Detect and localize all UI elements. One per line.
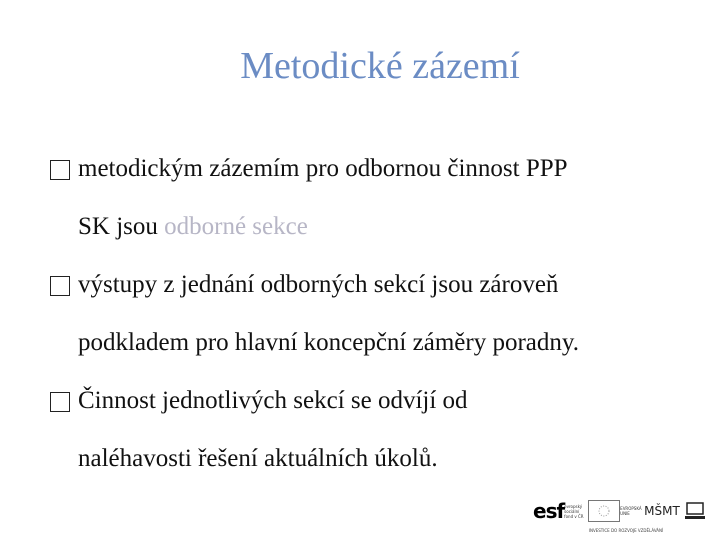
bullet-list — [50, 140, 700, 488]
bullet-line — [78, 198, 700, 256]
bullet-line: podkladem pro hlavní koncepční záměry poradny. — [78, 329, 579, 356]
op-vk-icon — [684, 496, 706, 526]
bullet-item — [50, 256, 700, 372]
bullet-line: metodickým zázemím pro odbornou činnost PPP — [78, 155, 568, 182]
bullet-line: výstupy z jednání odborných sekcí jsou zároveň — [78, 271, 559, 298]
bullet-text: SK jsou — [78, 213, 165, 240]
esf-logo — [533, 496, 584, 526]
msmt-logo-text: MŠMT — [644, 504, 680, 518]
bullet-line: Činnost jednotlivých sekcí se odvíjí od — [78, 387, 468, 414]
bullet-line: naléhavosti řešení aktuálních úkolů. — [78, 445, 438, 472]
esf-logo-caption: evropský sociální fond v ČR — [564, 503, 584, 519]
msmt-logo — [644, 496, 680, 526]
program-caption: INVESTICE DO ROZVOJE VZDĚLÁVÁNÍ — [588, 528, 664, 533]
bullet-item — [50, 372, 700, 488]
square-bullet-icon — [50, 392, 70, 412]
footer-logos — [533, 494, 713, 528]
eu-logo-caption: EVROPSKÁ UNIE — [620, 506, 642, 516]
square-bullet-icon — [50, 160, 70, 180]
highlighted-text: odborné sekce — [164, 213, 308, 240]
esf-logo-text: esf — [533, 499, 565, 523]
eu-stars-icon — [595, 504, 613, 518]
slide-title: Metodické zázemí — [240, 45, 520, 87]
bullet-item — [50, 140, 700, 256]
square-bullet-icon — [50, 276, 70, 296]
eu-flag-icon — [588, 496, 640, 526]
